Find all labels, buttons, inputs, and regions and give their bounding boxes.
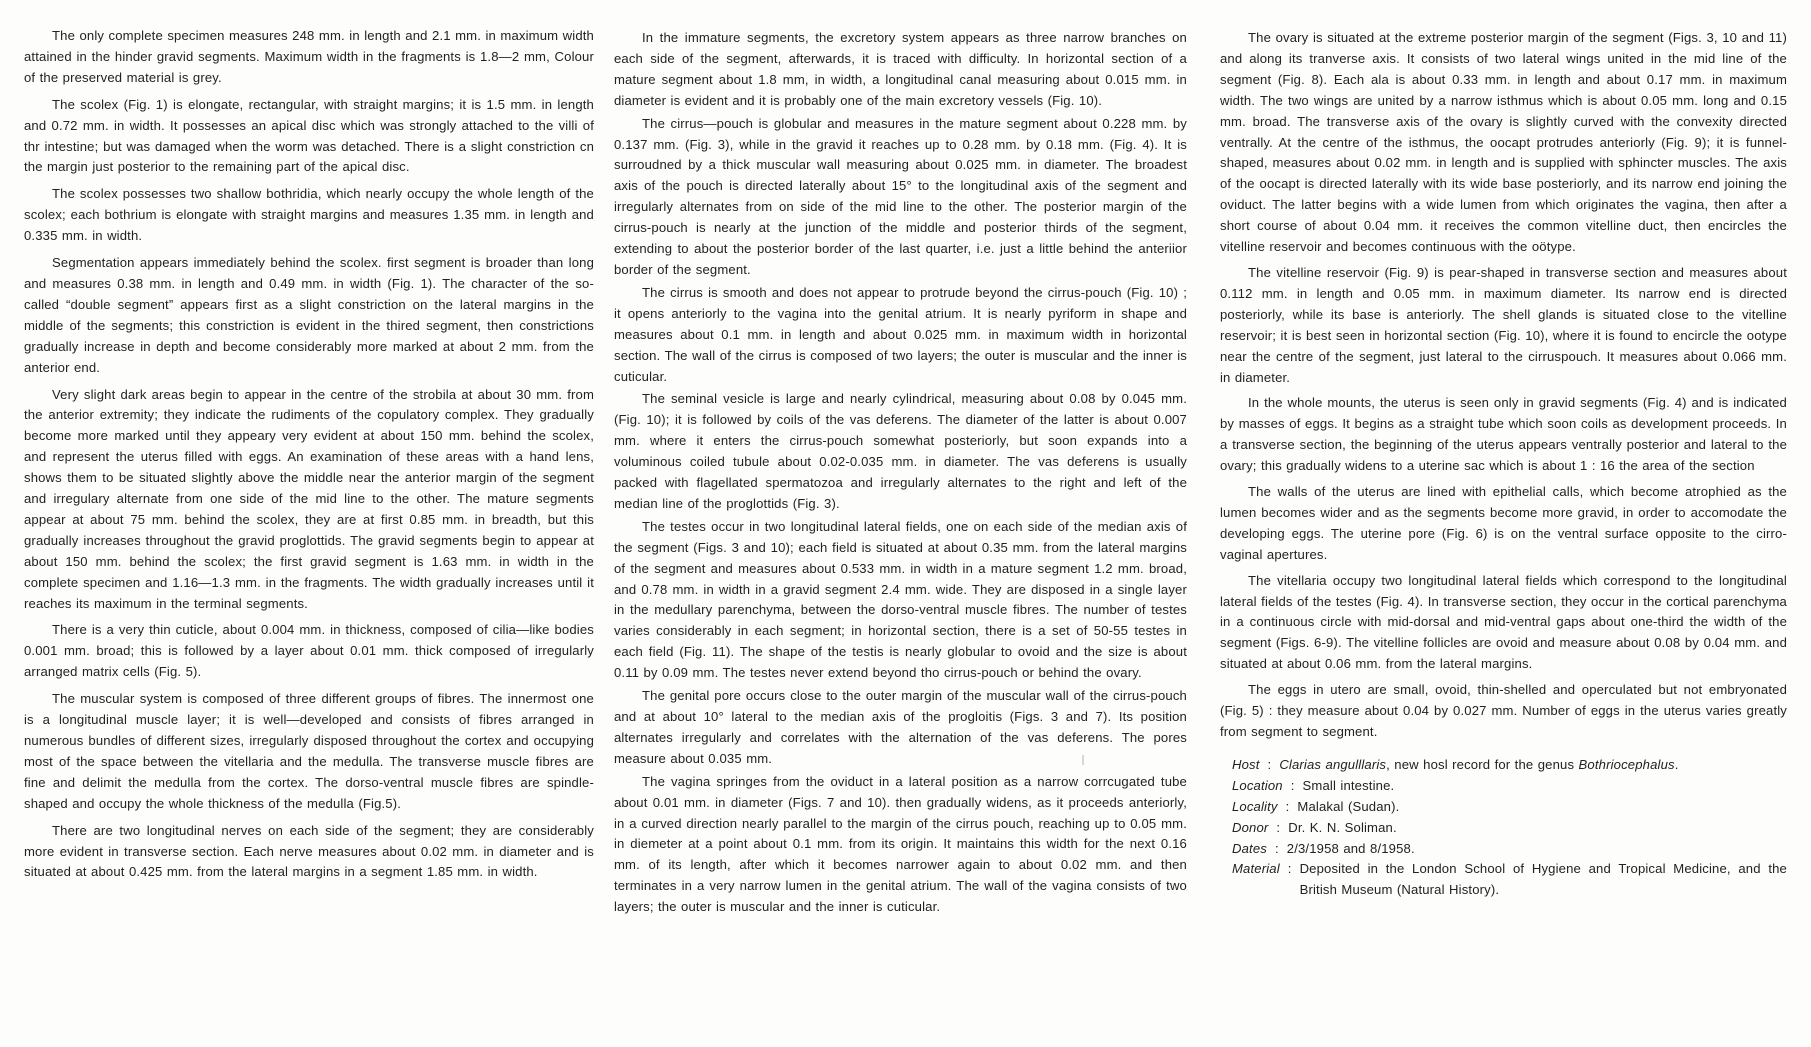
metadata-material — [1232, 859, 1787, 901]
metadata-donor — [1232, 818, 1787, 839]
metadata-label: Locality — [1232, 798, 1278, 814]
metadata-value: Dr. K. N. Soliman. — [1288, 819, 1397, 835]
metadata-label: Dates — [1232, 840, 1267, 856]
metadata-host — [1232, 755, 1787, 776]
paragraph-specimen-size: The only complete specimen measures 248 mm. in length and 2.1 mm. in maximum width attained in the hinder gravid segments. Maximum width in the fragments is 1.8—2 mm, Colour of the preserved material is grey. — [24, 28, 594, 85]
paragraph-nerves: There are two longitudinal nerves on each side of the segment; they are considerably more evident in transverse section. Each nerve measures about 0.02 mm. in diameter and is situated at about 0.425 mm. from the lateral margins in a segment 1.85 mm. in width. — [24, 822, 594, 880]
paragraph-eggs: The eggs in utero are small, ovoid, thin-shelled and operculated but not embryonated (Fig. 5) : they measure about 0.04 by 0.027 mm. Number of eggs in the uterus varies greatly from segment to segment. — [1220, 682, 1787, 739]
scan-artifact — [1082, 755, 1084, 765]
metadata-dates — [1232, 839, 1787, 860]
metadata-separator: : — [1285, 798, 1290, 814]
paragraph-testes: The testes occur in two longitudinal lateral fields, one on each side of the median axis of the segment (Figs. 3 and 10); each field is situated at about 0.35 mm. from the lateral margins of the segment and measures about 0.533 mm. in width in a mature segment 1.2 mm. broad, and 0.78 mm. in width in a gravid segment 2.4 mm. wide. They are disposed in a single layer in the medullary parenchyma, between the dorso-ventral muscle fibres. The number of testes varies considerably in each segment; in horizontal section, there is a set of 50-55 testes in each field (Fig. 11). The shape of the testis is nearly globular to ovoid and the size is about 0.11 by 0.09 mm. The testes never extend beyond tho cirrus-pouch or behind the ovary. — [614, 518, 1187, 681]
metadata-label: Material — [1232, 861, 1280, 877]
metadata-value: Small intestine. — [1302, 777, 1395, 793]
metadata-label: Donor — [1232, 819, 1269, 835]
host-record-text: , new hosl record for the genus — [1386, 756, 1579, 772]
metadata-separator: : — [1290, 777, 1295, 793]
paragraph-dark-areas: Very slight dark areas begin to appear in the centre of the strobila at about 30 mm. from the anterior extremity; they indicate the rudiments of the copulatory complex. They gradually become more marked until they appeary very evident at about 150 mm. behind the scolex, and represent the uterus filled with eggs. An examination of these areas with a hand lens, shows them to be situated slightly above the middle near the anterior margin of the segment and irregulary alternate from one side of the mid line to the other. The mature segments appear at about 75 mm. behind the scolex, they are at first 0.85 mm. in breadth, but this gradually increases throughout the gravid proglottids. The gravid segments begin to appear at about 150 mm. behind the scolex; the first gravid segment is 1.63 mm. in width in the complete specimen and 1.16—1.3 mm. in the fragments. The width gradually increases until it reaches its maximum in the terminal segments. — [24, 386, 594, 611]
metadata-separator: : — [1287, 861, 1292, 877]
metadata-label: Host — [1232, 756, 1260, 772]
paragraph-genital-pore: The genital pore occurs close to the outer margin of the muscular wall of the cirrus-pouch and at about 10° lateral to the median axis of the progloitis (Figs. 3 and 7). Its position alternates irregularly and correlates with the alternation of the vas deferens. The pores measure about 0.035 mm. — [614, 688, 1187, 766]
metadata-value: Malakal (Sudan). — [1297, 798, 1400, 814]
paragraph-vitelline-reservoir: The vitelline reservoir (Fig. 9) is pear-shaped in transverse section and measures about 0.112 mm. in length and 0.05 mm. in maximum diameter. Its narrow end is directed posteriorly, while its base is anteriorly. The shell glands is situated close to the vitelline reservoir; it is best seen in horizontal section (Fig. 10), where it is found to encircle the ootype near the centre of the segment, just lateral to the cirruspouch. It measures about 0.066 mm. in diameter. — [1220, 264, 1787, 385]
paragraph-segmentation: Segmentation appears immediately behind the scolex. first segment is broader than long and measures 0.38 mm. in length and 0.49 mm. in width (Fig. 1). The character of the so-called “double segment” appears first as a slight constriction on the lateral margins in the middle of the segments; this constriction is evident in the thired segment, then constrictions gradually increase in depth and become considerably more marked at about 2 mm. from the anterior end. — [24, 255, 594, 375]
genus-name: Bothriocephalus — [1578, 756, 1675, 772]
metadata-separator: : — [1276, 819, 1281, 835]
metadata-separator: : — [1274, 840, 1279, 856]
metadata-label: Location — [1232, 777, 1283, 793]
paragraph-muscular-system: The muscular system is composed of three different groups of fibres. The innermost one is a longitudinal muscle layer; it is well—developed and consists of fibres arranged in numerous bundles of different sizes, irregularly disposed throughout the cortex and occupying most of the space between the vitellaria and the medulla. The transverse muscle fibres are fine and delimit the medulla from the cortex. The dorso-ventral muscle fibres are spindle-shaped and occupy the whole thickness of the medulla (Fig.5). — [24, 691, 594, 811]
text-column-left — [24, 26, 594, 889]
host-record-end: . — [1674, 756, 1679, 772]
metadata-location — [1232, 776, 1787, 797]
paragraph-uterus: In the whole mounts, the uterus is seen only in gravid segments (Fig. 4) and is indicated by masses of eggs. It begins as a straight tube which soon coils as development proceeds. In a transverse section, the beginning of the uterus appears ventrally posterior and lateral to the ovary; this gradually widens to a uterine sac which is about 1 : 16 the area of the section — [1220, 395, 1787, 474]
paragraph-cuticle: There is a very thin cuticle, about 0.004 mm. in thickness, composed of cilia—like bodies 0.001 mm. broad; this is followed by a layer about 0.01 mm. thick composed of irregularly arranged matrix cells (Fig. 5). — [24, 622, 594, 680]
paragraph-vagina: The vagina springes from the oviduct in a lateral position as a narrow corrcugated tube about 0.01 mm. in diameter (Figs. 7 and 10). then gradually widens, as it proceeds anteriorly, in a curved direction nearly parallel to the margin of the cirrus pouch, reaching up to 0.05 mm. in diemeter at a point about 0.1 mm. from its origin. It maintains this width for the next 0.16 mm. of its length, after which it becomes narrower again to about 0.02 mm. and then terminates in a very narrow lumen in the genital atrium. The wall of the vagina consists of two layers; the outer is muscular and the inner is cuticular. — [614, 773, 1187, 915]
metadata-locality — [1232, 797, 1787, 818]
paragraph-cirrus-pouch: The cirrus—pouch is globular and measures in the mature segment about 0.228 mm. by 0.137 mm. (Fig. 3), while in the gravid it reaches up to 0.28 mm. by 0.18 mm. (Fig. 4). It is surroudned by a thick muscular wall measuring about 0.025 mm. in diameter. The broadest axis of the pouch is directed laterally about 15° to the longitudinal axis of the segment and irregularly alternates from on side of the mid line to the other. The posterior margin of the cirrus-pouch is nearly at the junction of the middle and posterior thirds of the segment, extending to about the posterior border of the last quarter, i.e. just a little behind the anteriior border of the segment. — [614, 115, 1187, 277]
paragraph-seminal-vesicle: The seminal vesicle is large and nearly cylindrical, measuring about 0.08 by 0.045 mm. (Fig. 10); it is followed by coils of the vas deferens. The diameter of the latter is about 0.007 mm. where it enters the cirrus-pouch somewhat posteriorly, but soon expands into a voluminous coiled tubule about 0.02-0.035 mm. in diameter. The vas deferens is usually packed with flagellated spermatozoa and irregularly alternates to the right and left of the median line of the proglottids (Fig. 3). — [614, 391, 1187, 511]
metadata-value: Deposited in the London School of Hygiene and Tropical Medicine, and the British Museum (Natural History). — [1299, 861, 1787, 898]
text-column-right — [1220, 28, 1787, 901]
paragraph-uterus-walls: The walls of the uterus are lined with epithelial calls, which become atrophied as the lumen becomes wider and as the segments become more gravid, in order to accomodate the developing eggs. The uterine pore (Fig. 6) is on the ventral surface opposite to the cirro- vaginal apertures. — [1220, 484, 1787, 562]
paragraph-vitellaria: The vitellaria occupy two longitudinal lateral fields which correspond to the longitudinal lateral fields of the testes (Fig. 4). In transverse section, they occur in the cortical parenchyma in a continuous circle with mid-dorsal and mid-ventral gaps about one-third the width of the segment (Figs. 6-9). The vitelline follicles are ovoid and measure about 0.08 by 0.04 mm. and situated at about 0.06 mm. from the lateral margins. — [1220, 572, 1787, 672]
host-species-name: Clarias angulllaris — [1279, 756, 1387, 772]
metadata-value: 2/3/1958 and 8/1958. — [1286, 840, 1415, 856]
metadata-value — [1279, 755, 1787, 776]
paragraph-bothridia: The scolex possesses two shallow bothridia, which nearly occupy the whole length of the scolex; each bothrium is elongate with straight margins and measures 1.35 mm. in length and 0.335 mm. in width. — [24, 186, 594, 244]
metadata-separator: : — [1267, 756, 1272, 772]
paragraph-ovary: The ovary is situated at the extreme posterior margin of the segment (Figs. 3, 10 and 11) and along its tranverse axis. It consists of two lateral wings united in the mid line of the segment (Fig. 8). Each ala is about 0.33 mm. in length and about 0.17 mm. in maximum width. The two wings are united by a narrow isthmus which is about 0.05 mm. long and 0.15 mm. broad. The transverse axis of the ovary is slightly curved with the convexity directed ventrally. At the centre of the isthmus, the oocapt protrudes anteriorly (Fig. 9); it is funnel-shaped, measures about 0.02 mm. in length and is supplied with sphincter muscles. The axis of the oocapt is directed laterally with its wide base posteriorly, and its narrow end joining the oviduct. The latter begins with a wide lumen from which originates the vagina, then after a short course of about 0.04 mm. it receives the common vitelline duct, then encircles the vitelline reservoir and becomes continuous with the oötype. — [1220, 30, 1787, 255]
paragraph-scolex: The scolex (Fig. 1) is elongate, rectangular, with straight margins; it is 1.5 mm. in length and 0.72 mm. in width. It possesses an apical disc which was strongly attached to the villi of thr intestine; but was damaged when the worm was detached. There is a slight constriction cn the margin just posterior to the remaining part of the apical disc. — [24, 96, 594, 175]
text-column-middle — [614, 28, 1187, 920]
paragraph-cirrus: The cirrus is smooth and does not appear to protrude beyond the cirrus-pouch (Fig. 10) ; it opens anteriorly to the vagina into the genital atrium. It is nearly pyriform in shape and measures about 0.1 mm. in length and about 0.025 mm. in maximum width in horizontal section. The wall of the cirrus is composed of two layers; the outer is muscular and the inner is cuticular. — [614, 284, 1187, 384]
paragraph-excretory-system: In the immature segments, the excretory system appears as three narrow branches on each side of the segment, afterwards, it is traced with difficulty. In horizontal section of a mature segment about 1.8 mm, in width, a longitudinal canal measuring about 0.015 mm. in diameter is evident and it is probably one of the main excretory vessels (Fig. 10). — [614, 30, 1187, 108]
specimen-metadata — [1220, 755, 1787, 901]
